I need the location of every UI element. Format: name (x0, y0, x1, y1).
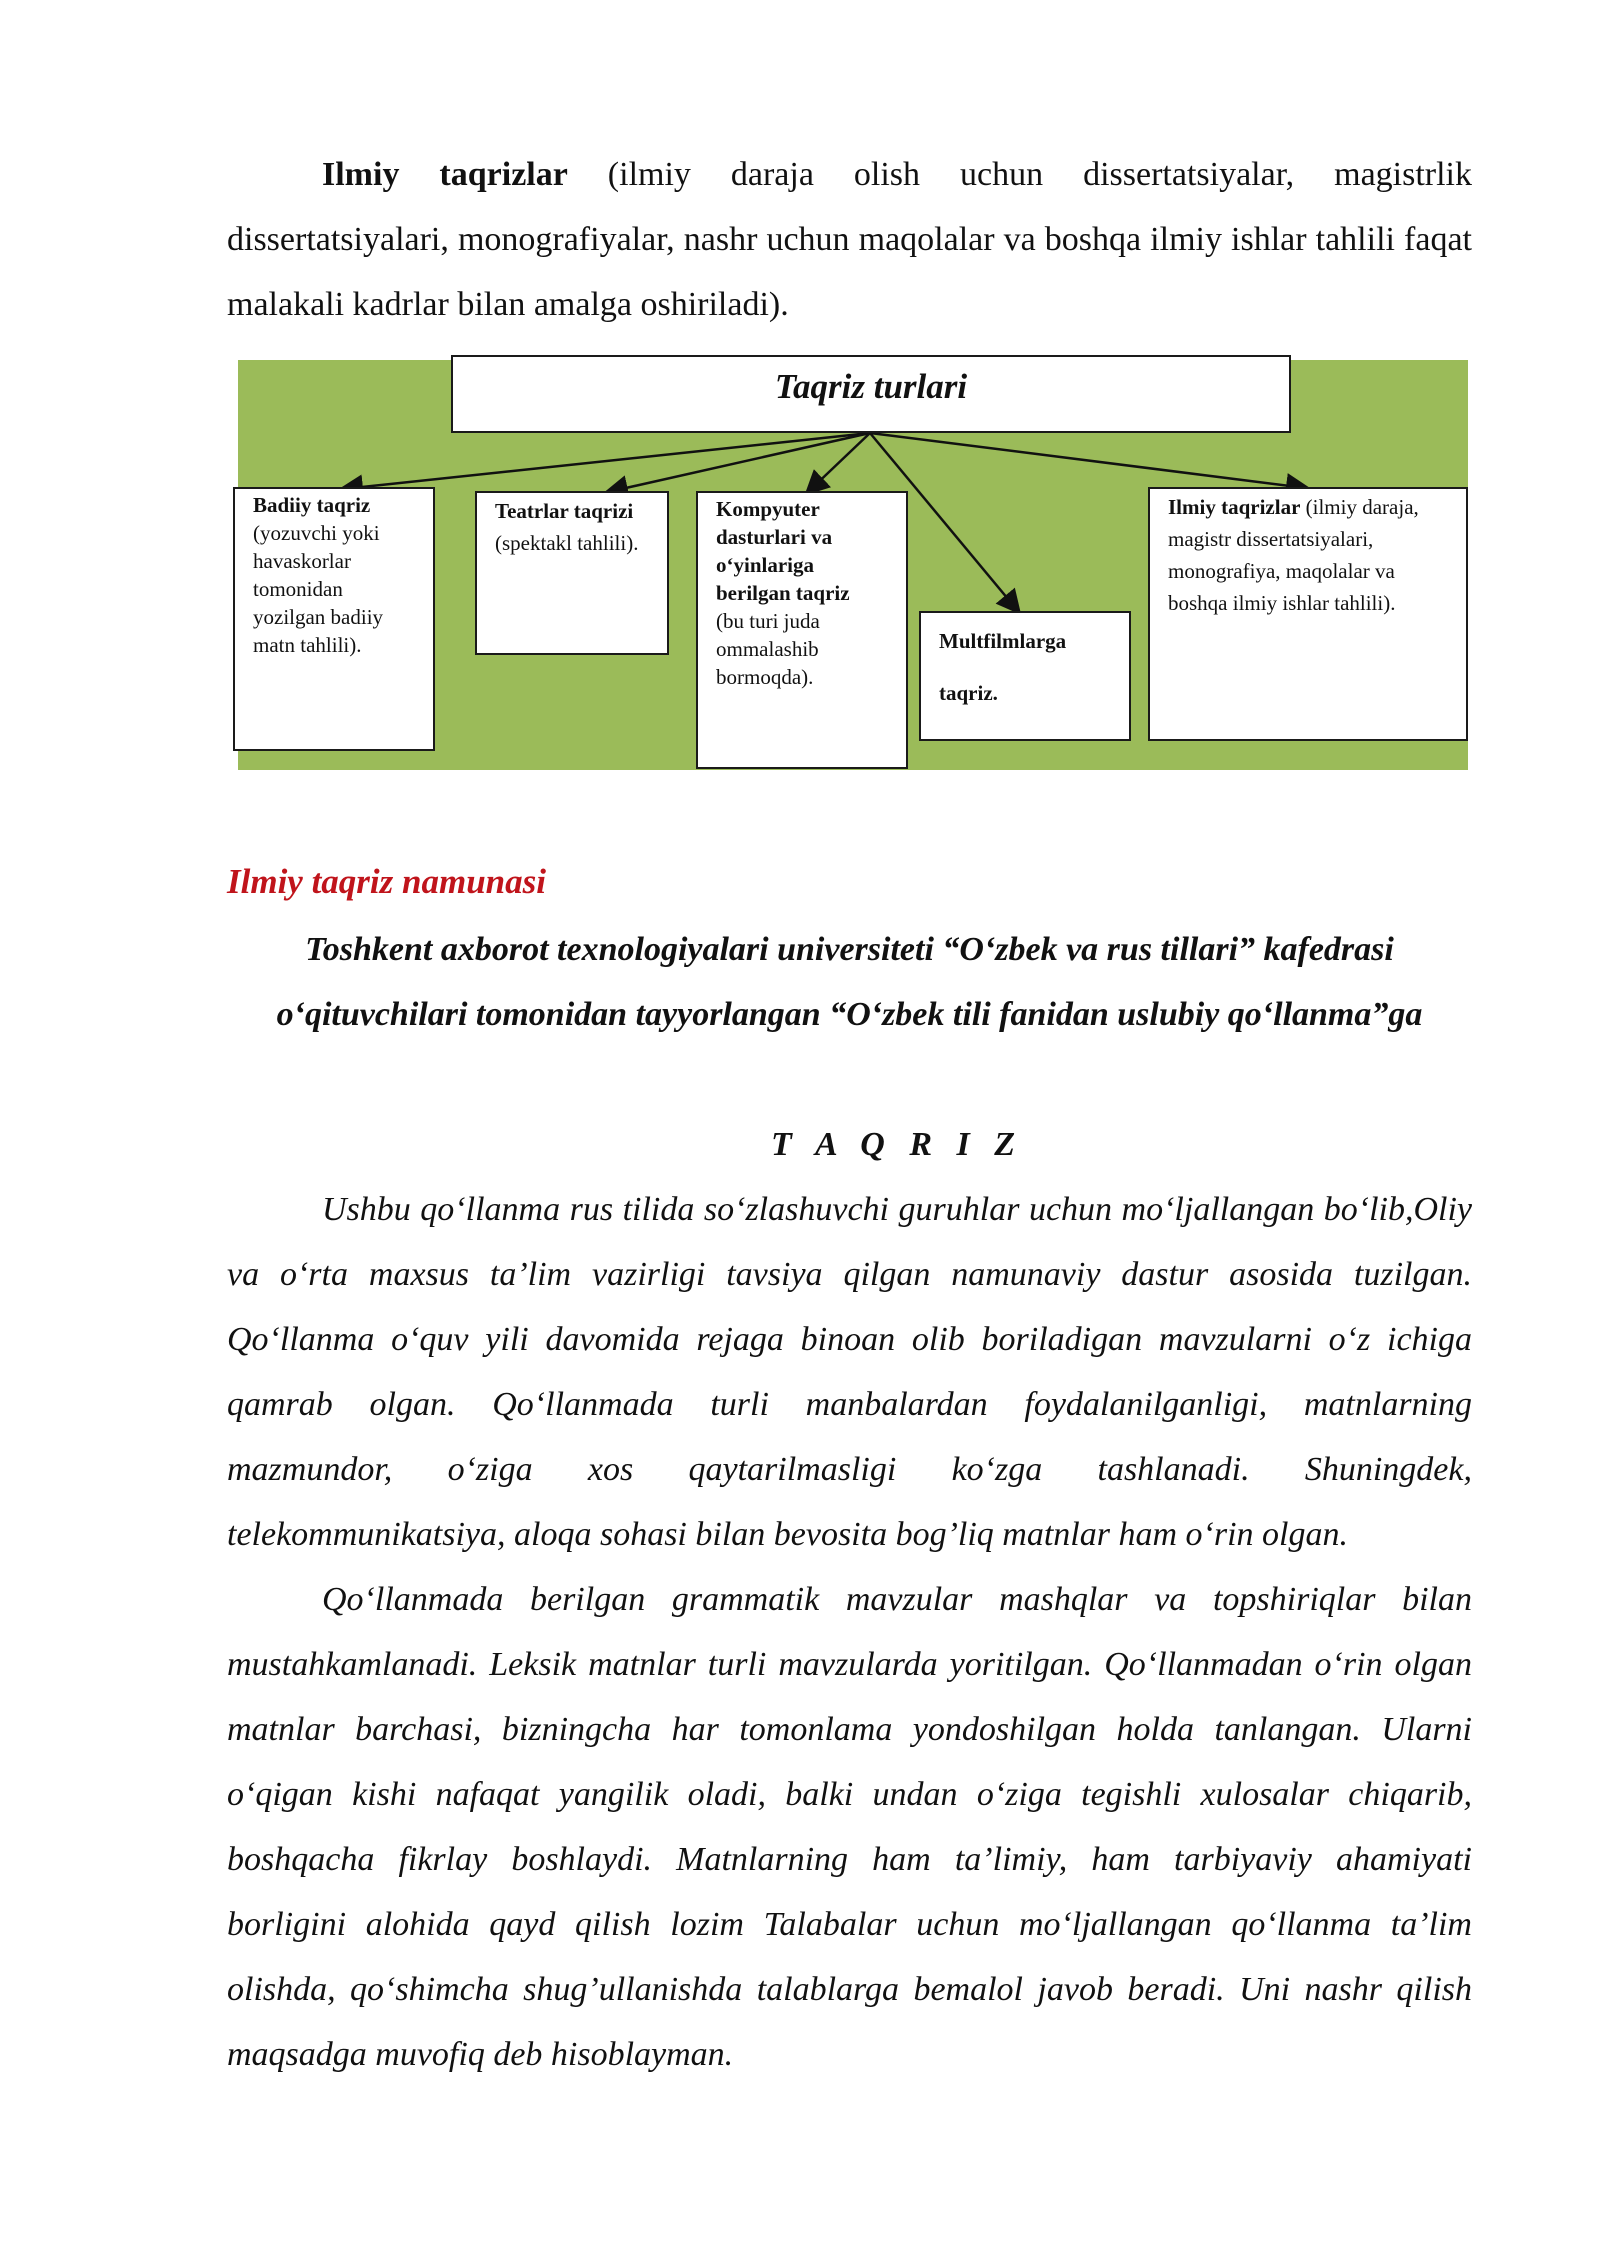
multi-label: Multfilmlarga taqriz. (939, 629, 1067, 705)
box-ilmiy-taqriz (1148, 487, 1468, 741)
intro-text: (ilmiy daraja olish uchun dissertatsiyalar, magistrlik dissertatsiyalari, monografiyalar, nashr uchun maqolalar va boshqa ilmiy ishlar tahlili faqat malakali kadrlar bilan amalga oshiriladi). (227, 156, 1473, 323)
box-kompyuter-taqriz (696, 491, 908, 769)
intro-paragraph (227, 142, 1472, 337)
teatr-label: Teatrlar taqrizi (495, 499, 634, 523)
intro-bold: Ilmiy taqrizlar (322, 156, 568, 193)
teatr-text: (spektakl tahlili). (495, 531, 639, 555)
box-badiiy-taqriz (233, 487, 435, 751)
body-paragraph-1 (227, 1177, 1472, 1567)
body2-text: Qo‘llanmada berilgan grammatik mavzular mashqlar va topshiriqlar bilan mustahkamlanadi. Leksik matnlar turli mavzularda yoritilgan. Qo‘llanmadan o‘rin olgan matnlar barchasi, bizningcha har tomonlama yondoshilgan holda tanlangan. Ularni o‘qigan kishi nafaqat yangilik oladi, balki undan o‘ziga tegishli xulosalar chiqarib, boshqacha fikrlay boshlaydi. Matnlarning ham ta’limiy, ham tarbiyaviy ahamiyati borligini alohida qayd qilish lozim Talabalar uchun mo‘ljallangan qo‘llanma ta’lim olishda, qo‘shimcha shug’ullanishda talablarga bemalol javob beradi. Uni nashr qilish maqsadga muvofiq deb hisoblayman. (227, 1581, 1472, 2073)
review-heading: Toshkent axborot texnologiyalari universiteti “O‘zbek va rus tillari” kafedrasi o‘qituvchilari tomonidan tayyorlangan “O‘zbek tili fanidan uslubiy qo‘llanma”ga (276, 931, 1423, 1033)
ilmiy-label: Ilmiy taqrizlar (1168, 495, 1301, 519)
arrow-to-badiiy (343, 433, 870, 489)
diagram-title: Taqriz turlari (774, 367, 968, 406)
box-teatr-taqriz (475, 491, 669, 655)
diagram-title-box (451, 355, 1291, 433)
body1-text: Ushbu qo‘llanma rus tilida so‘zlashuvchi guruhlar uchun mo‘ljallangan bo‘lib,Oliy va o‘rta maxsus ta’lim vazirligi tavsiya qilgan namunaviy dastur asosida tuzilgan. Qo‘llanma o‘quv yili davomida rejaga binoan olib boriladigan mavzularni o‘z ichiga qamrab olgan. Qo‘llanmada turli manbalardan foydalanilganligi, matnlarning mazmundor, o‘ziga xos qaytarilmasligi ko‘zga tashlanadi. Shuningdek, telekommunikatsiya, aloqa sohasi bilan bevosita bog’liq matnlar ham o‘rin olgan. (227, 1191, 1472, 1553)
badiiy-label: Badiiy taqriz (253, 493, 371, 517)
komp-text: (bu turi juda ommalashib bormoqda). (716, 609, 820, 689)
review-types-diagram (228, 355, 1476, 775)
sample-title: Ilmiy taqriz namunasi (227, 862, 546, 901)
komp-label: Kompyuter dasturlari va o‘yinlariga berilgan taqriz (716, 497, 850, 605)
ilmiy-text: (ilmiy daraja, magistr dissertatsiyalari, monografiya, maqolalar va boshqa ilmiy ishlar tahlili). (1168, 495, 1419, 615)
arrow-to-teatr (608, 433, 870, 492)
body-paragraph-2 (227, 1567, 1472, 2087)
review-heading-word: T A Q R I Z (770, 1126, 1024, 1163)
badiiy-text: (yozuvchi yoki havaskorlar tomonidan yozilgan badiiy matn tahlili). (253, 521, 384, 657)
box-multfilm-taqriz (919, 611, 1131, 741)
arrow-to-ilmiy (870, 433, 1306, 488)
arrow-to-komp (808, 433, 870, 492)
